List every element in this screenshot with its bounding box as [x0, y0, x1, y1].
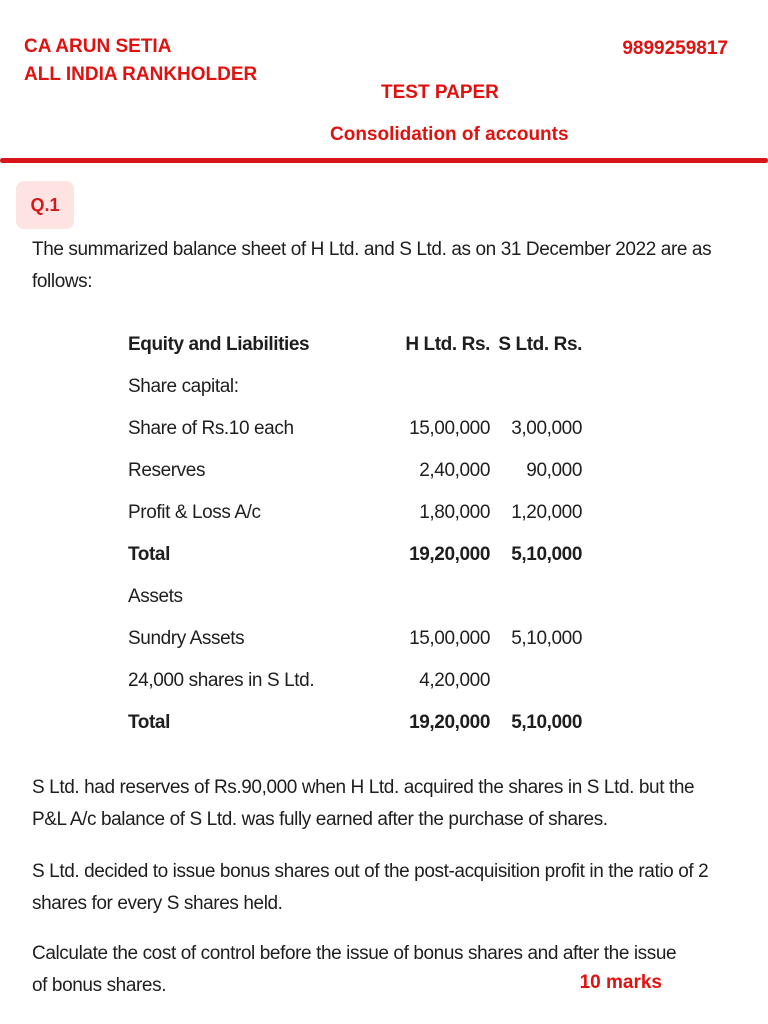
- row-label: Assets: [128, 586, 183, 607]
- s-ltd-value: 90,000: [526, 460, 582, 481]
- s-ltd-value: 5,10,000: [511, 544, 582, 565]
- row-label: 24,000 shares in S Ltd.: [128, 670, 315, 691]
- table-row: [128, 494, 588, 536]
- column-header-label: Equity and Liabilities: [128, 334, 310, 355]
- row-label: Total: [128, 544, 170, 565]
- marks-label: 10 marks: [579, 972, 662, 993]
- author-title: ALL INDIA RANKHOLDER: [24, 64, 258, 85]
- table-row: [128, 578, 588, 620]
- h-ltd-value: 19,20,000: [409, 712, 490, 733]
- phone-number: 9899259817: [622, 38, 728, 59]
- s-ltd-value: 5,10,000: [511, 712, 582, 733]
- table-row: [128, 368, 588, 410]
- question-paragraph-reserves: S Ltd. had reserves of Rs.90,000 when H Ltd. acquired the shares in S Ltd. but the P&L A/c balance of S Ltd. was fully earned after the purchase of shares.: [32, 777, 695, 830]
- h-ltd-value: 15,00,000: [409, 418, 490, 439]
- s-ltd-value: 1,20,000: [511, 502, 582, 523]
- h-ltd-value: 2,40,000: [419, 460, 490, 481]
- paper-title: TEST PAPER: [381, 82, 499, 103]
- row-label: Share of Rs.10 each: [128, 418, 294, 439]
- balance-sheet-table: [128, 326, 588, 746]
- h-ltd-value: 19,20,000: [409, 544, 490, 565]
- paper-subtitle: Consolidation of accounts: [330, 124, 569, 145]
- question-intro: The summarized balance sheet of H Ltd. and S Ltd. as on 31 December 2022 are as follows:: [32, 239, 712, 292]
- table-total-row: [128, 536, 588, 578]
- question-number-badge: Q.1: [16, 181, 74, 229]
- row-label: Reserves: [128, 460, 206, 481]
- table-row: [128, 452, 588, 494]
- author-name: CA ARUN SETIA: [24, 36, 172, 57]
- table-row: [128, 662, 588, 704]
- question-paragraph-bonus: S Ltd. decided to issue bonus shares out of the post-acquisition profit in the ratio of 2 shares for every S shares held.: [32, 861, 709, 914]
- row-label: Profit & Loss A/c: [128, 502, 261, 523]
- header-divider: [0, 158, 768, 163]
- s-ltd-value: 5,10,000: [511, 628, 582, 649]
- column-header-h-ltd: H Ltd. Rs.: [405, 334, 490, 355]
- h-ltd-value: 1,80,000: [419, 502, 490, 523]
- row-label: Total: [128, 712, 170, 733]
- row-label: Share capital:: [128, 376, 239, 397]
- table-row: [128, 620, 588, 662]
- h-ltd-value: 15,00,000: [409, 628, 490, 649]
- column-header-s-ltd: S Ltd. Rs.: [498, 334, 582, 355]
- table-row: [128, 410, 588, 452]
- question-paragraph-task: Calculate the cost of control before the issue of bonus shares and after the issue of bonus shares.: [32, 943, 677, 996]
- h-ltd-value: 4,20,000: [419, 670, 490, 691]
- row-label: Sundry Assets: [128, 628, 245, 649]
- table-header-row: [128, 326, 588, 368]
- table-total-row: [128, 704, 588, 746]
- s-ltd-value: 3,00,000: [511, 418, 582, 439]
